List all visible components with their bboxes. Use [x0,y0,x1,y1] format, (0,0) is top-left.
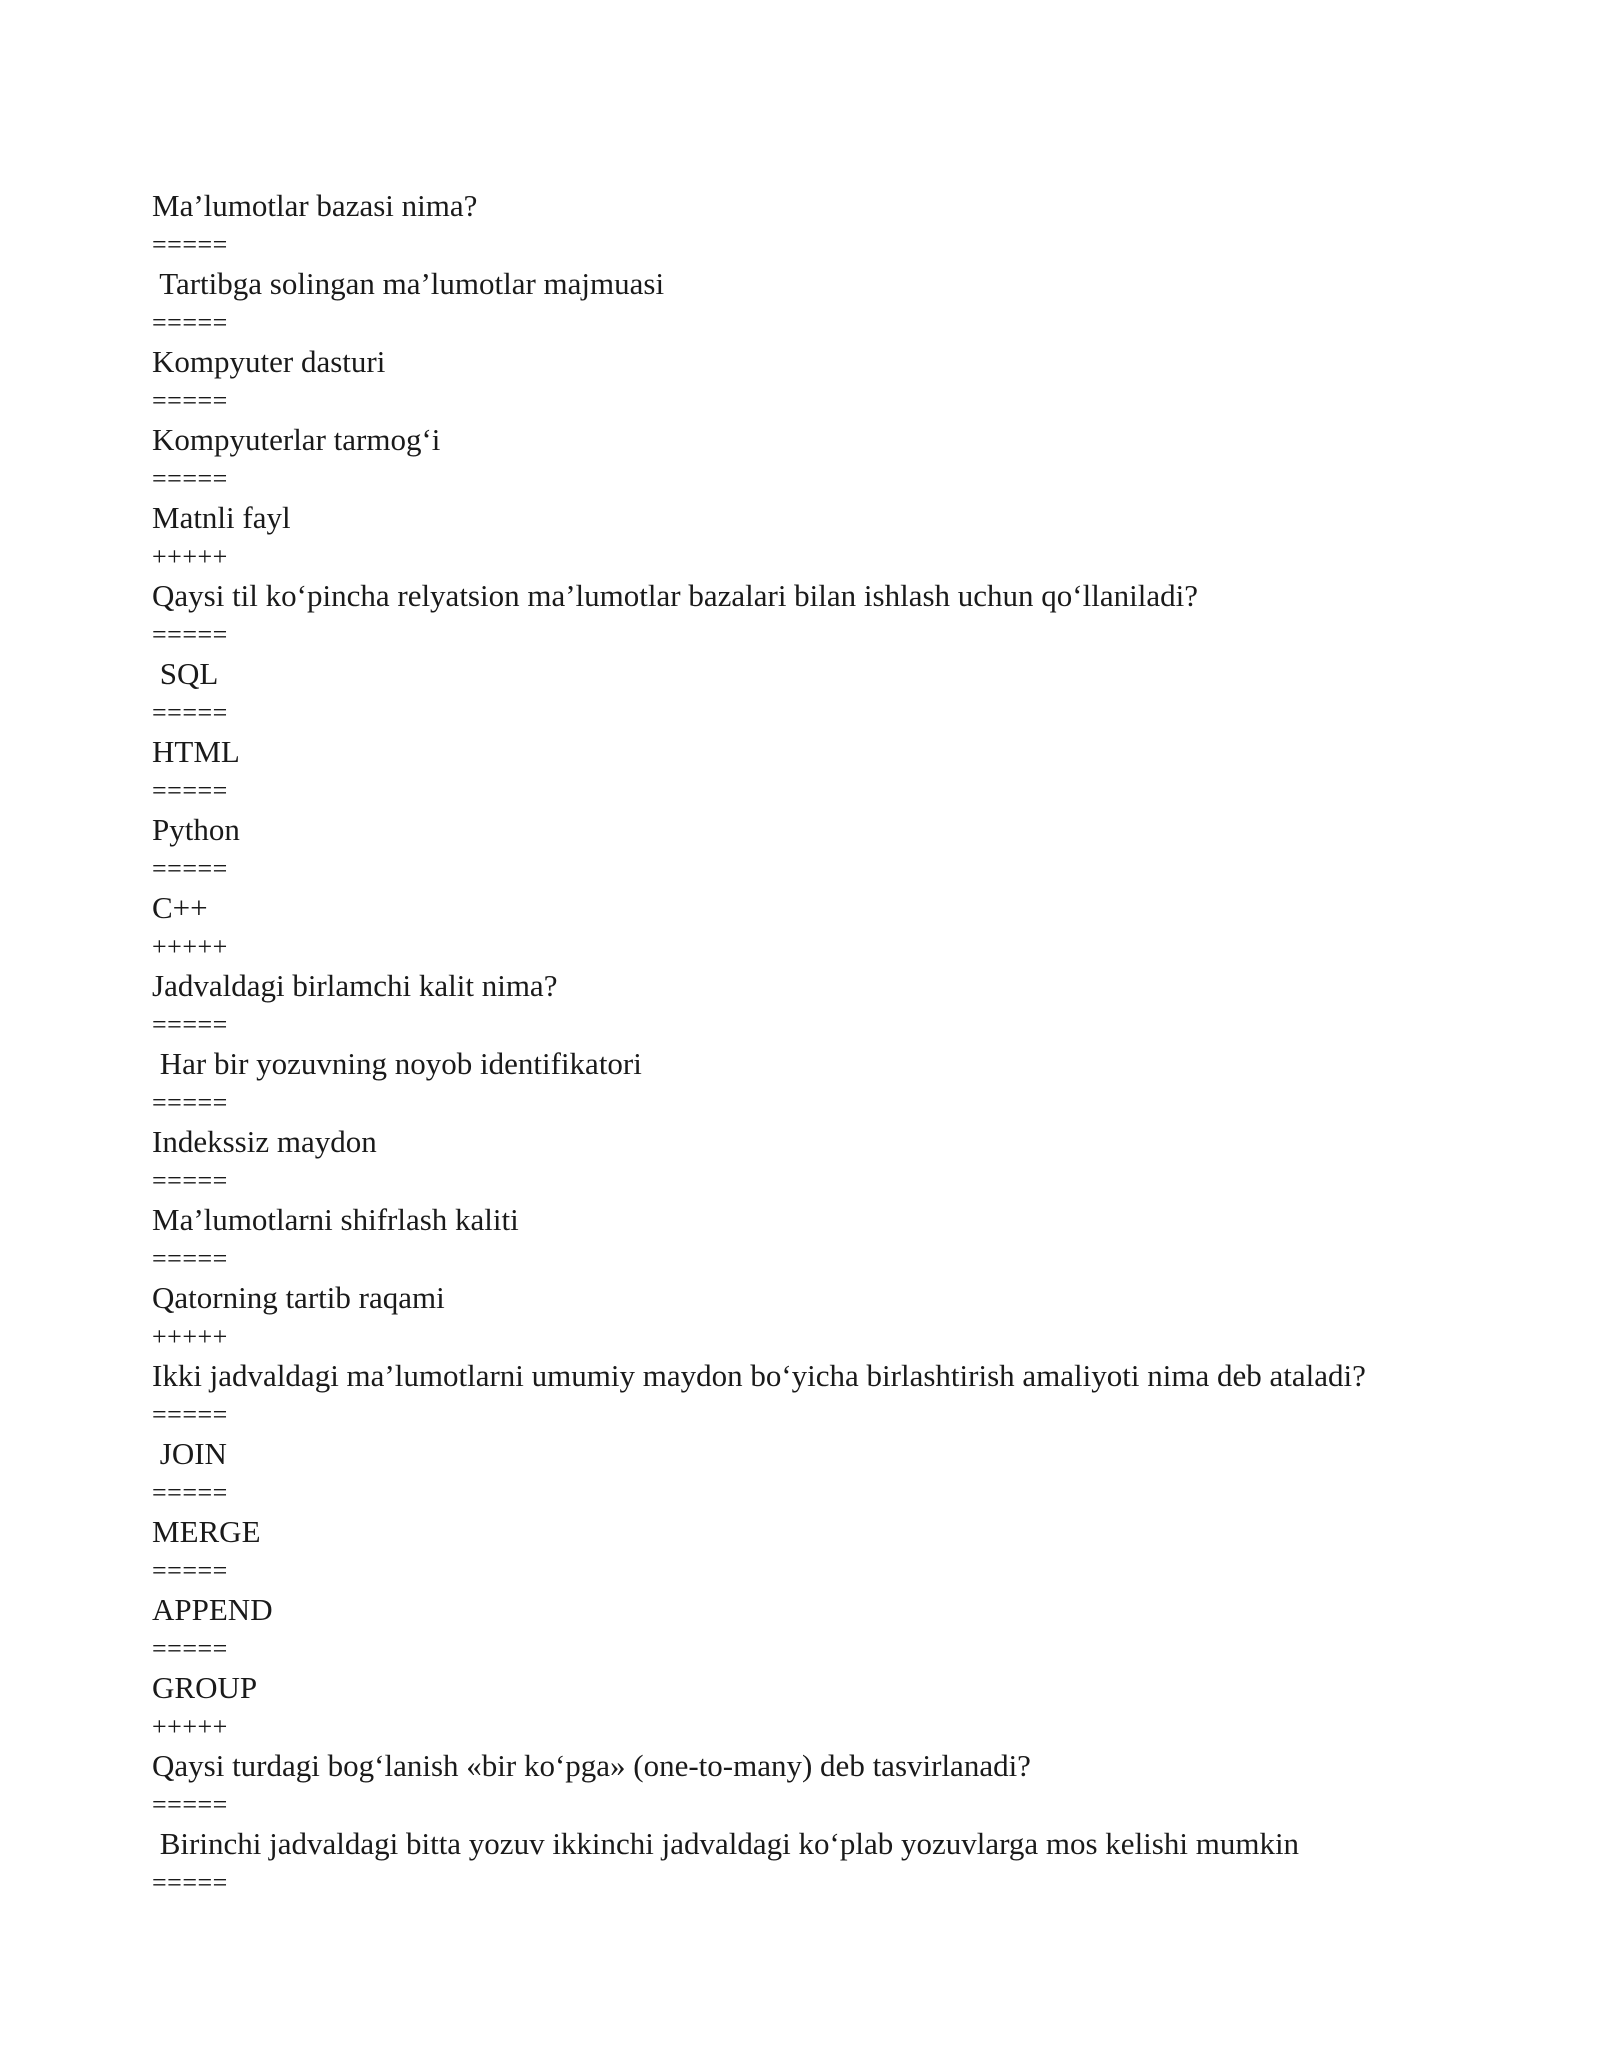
option-separator: ===== [152,1244,228,1273]
answer-option: Qatorning tartib raqami [152,1280,445,1315]
answer-option: Ma’lumotlarni shifrlash kaliti [152,1202,519,1237]
answer-option: Python [152,812,240,847]
option-separator: ===== [152,620,228,649]
option-separator: ===== [152,698,228,727]
question-separator: +++++ [152,1712,228,1741]
option-separator: ===== [152,1634,228,1663]
question-text: Ikki jadvaldagi ma’lumotlarni umumiy maydon bo‘yicha birlashtirish amaliyoti nima deb ataladi? [152,1358,1366,1393]
question-separator: +++++ [152,932,228,961]
option-separator: ===== [152,1400,228,1429]
question-separator: +++++ [152,1322,228,1351]
option-separator: ===== [152,1790,228,1819]
question-text: Qaysi turdagi bog‘lanish «bir ko‘pga» (one-to-many) deb tasvirlanadi? [152,1748,1031,1783]
answer-option: Kompyuter dasturi [152,344,386,379]
answer-option: Tartibga solingan ma’lumotlar majmuasi [152,266,665,301]
option-separator: ===== [152,1088,228,1117]
answer-option: C++ [152,890,208,925]
question-text: Qaysi til ko‘pincha relyatsion ma’lumotlar bazalari bilan ishlash uchun qo‘llaniladi? [152,578,1198,613]
answer-option: Matnli fayl [152,500,291,535]
answer-option: Indekssiz maydon [152,1124,377,1159]
option-separator: ===== [152,230,228,259]
option-separator: ===== [152,1166,228,1195]
option-separator: ===== [152,1010,228,1039]
answer-option: Har bir yozuvning noyob identifikatori [152,1046,642,1081]
answer-option: SQL [152,656,219,691]
answer-option: JOIN [152,1436,227,1471]
answer-option: APPEND [152,1592,273,1627]
option-separator: ===== [152,464,228,493]
option-separator: ===== [152,854,228,883]
answer-option: Birinchi jadvaldagi bitta yozuv ikkinchi jadvaldagi ko‘plab yozuvlarga mos kelishi mumkin [152,1826,1300,1861]
question-text: Ma’lumotlar bazasi nima? [152,188,478,223]
option-separator: ===== [152,1556,228,1585]
answer-option: MERGE [152,1514,261,1549]
question-text: Jadvaldagi birlamchi kalit nima? [152,968,558,1003]
document-content [152,186,1552,1902]
option-separator: ===== [152,386,228,415]
option-separator: ===== [152,1868,228,1897]
option-separator: ===== [152,776,228,805]
answer-option: GROUP [152,1670,258,1705]
answer-option: HTML [152,734,240,769]
answer-option: Kompyuterlar tarmog‘i [152,422,441,457]
option-separator: ===== [152,308,228,337]
question-separator: +++++ [152,542,228,571]
option-separator: ===== [152,1478,228,1507]
